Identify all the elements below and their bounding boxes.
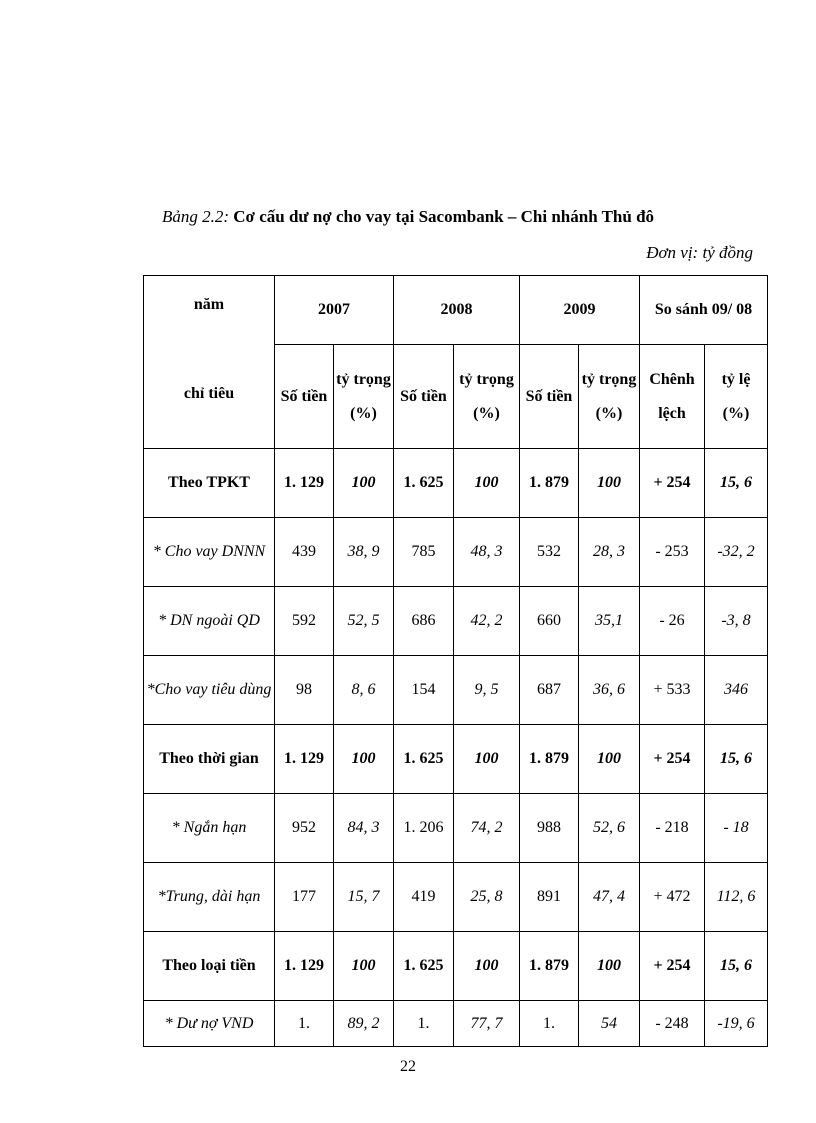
cell: 952 xyxy=(275,794,334,863)
row-label: *Cho vay tiêu dùng xyxy=(144,656,275,725)
cell: 100 xyxy=(454,725,520,794)
cell: 419 xyxy=(394,863,454,932)
cell: 84, 3 xyxy=(334,794,394,863)
row-label: * DN ngoài QD xyxy=(144,587,275,656)
row-label: Theo thời gian xyxy=(144,725,275,794)
cell: 52, 6 xyxy=(579,794,640,863)
table-row xyxy=(144,587,768,656)
cell: 1. 879 xyxy=(520,449,579,518)
header-year-2008: 2008 xyxy=(394,276,520,345)
cell: 28, 3 xyxy=(579,518,640,587)
row-label: * Ngắn hạn xyxy=(144,794,275,863)
cell: 35,1 xyxy=(579,587,640,656)
row-label: * Cho vay DNNN xyxy=(144,518,275,587)
header-amount-2007: Số tiền xyxy=(275,345,334,449)
cell: 439 xyxy=(275,518,334,587)
cell: 42, 2 xyxy=(454,587,520,656)
cell: + 254 xyxy=(640,449,705,518)
table-row xyxy=(144,932,768,1001)
cell: 687 xyxy=(520,656,579,725)
table-row xyxy=(144,656,768,725)
cell: + 254 xyxy=(640,932,705,1001)
cell: 89, 2 xyxy=(334,1001,394,1047)
loan-structure-table xyxy=(143,275,768,1047)
cell: 891 xyxy=(520,863,579,932)
cell: 1. 879 xyxy=(520,932,579,1001)
cell: - 253 xyxy=(640,518,705,587)
header-amount-2009: Số tiền xyxy=(520,345,579,449)
cell: 100 xyxy=(334,725,394,794)
cell: 15, 6 xyxy=(705,932,768,1001)
cell: 100 xyxy=(579,932,640,1001)
cell: + 533 xyxy=(640,656,705,725)
header-share-2009: tỷ trọng (%) xyxy=(579,345,640,449)
cell: 1. 625 xyxy=(394,725,454,794)
table-row xyxy=(144,863,768,932)
cell: 100 xyxy=(334,449,394,518)
cell: 1. xyxy=(275,1001,334,1047)
cell: 38, 9 xyxy=(334,518,394,587)
cell: 1. 879 xyxy=(520,725,579,794)
caption-prefix: Bảng 2.2: xyxy=(161,207,229,226)
cell: 48, 3 xyxy=(454,518,520,587)
table-row xyxy=(144,794,768,863)
cell: 77, 7 xyxy=(454,1001,520,1047)
cell: 15, 7 xyxy=(334,863,394,932)
cell: 98 xyxy=(275,656,334,725)
cell: 592 xyxy=(275,587,334,656)
cell: 15, 6 xyxy=(705,449,768,518)
cell: 52, 5 xyxy=(334,587,394,656)
header-compare: So sánh 09/ 08 xyxy=(640,276,768,345)
header-year-2009: 2009 xyxy=(520,276,640,345)
table-row xyxy=(144,518,768,587)
header-ratio: tỷ lệ (%) xyxy=(705,345,768,449)
table-row xyxy=(144,725,768,794)
row-label: *Trung, dài hạn xyxy=(144,863,275,932)
header-year-label: năm xyxy=(193,296,225,313)
cell: 177 xyxy=(275,863,334,932)
cell: 8, 6 xyxy=(334,656,394,725)
cell: 1. 625 xyxy=(394,932,454,1001)
cell: 100 xyxy=(454,932,520,1001)
cell: 686 xyxy=(394,587,454,656)
cell: 15, 6 xyxy=(705,725,768,794)
unit-note: Đơn vị: tỷ đồng xyxy=(646,243,753,262)
cell: 100 xyxy=(579,449,640,518)
header-diff: Chênh lệch xyxy=(640,345,705,449)
cell: 100 xyxy=(579,725,640,794)
cell: + 254 xyxy=(640,725,705,794)
cell: 112, 6 xyxy=(705,863,768,932)
cell: 660 xyxy=(520,587,579,656)
cell: - 26 xyxy=(640,587,705,656)
cell: 1. xyxy=(394,1001,454,1047)
header-year-2007: 2007 xyxy=(275,276,394,345)
cell: + 472 xyxy=(640,863,705,932)
table-row xyxy=(144,1001,768,1047)
cell: 54 xyxy=(579,1001,640,1047)
cell: 74, 2 xyxy=(454,794,520,863)
cell: 25, 8 xyxy=(454,863,520,932)
row-label: Theo TPKT xyxy=(144,449,275,518)
cell: - 248 xyxy=(640,1001,705,1047)
cell: 1. xyxy=(520,1001,579,1047)
cell: 100 xyxy=(334,932,394,1001)
cell: - 18 xyxy=(705,794,768,863)
cell: 532 xyxy=(520,518,579,587)
cell: 1. 129 xyxy=(275,449,334,518)
cell: 47, 4 xyxy=(579,863,640,932)
cell: -32, 2 xyxy=(705,518,768,587)
cell: 1. 206 xyxy=(394,794,454,863)
page-number: 22 xyxy=(400,1058,416,1075)
cell: 785 xyxy=(394,518,454,587)
cell: 988 xyxy=(520,794,579,863)
header-amount-2008: Số tiền xyxy=(394,345,454,449)
cell: 346 xyxy=(705,656,768,725)
cell: 36, 6 xyxy=(579,656,640,725)
cell: 1. 129 xyxy=(275,725,334,794)
cell: - 218 xyxy=(640,794,705,863)
header-item-label: chỉ tiêu xyxy=(183,385,235,402)
caption-title: Cơ cấu dư nợ cho vay tại Sacombank – Chi nhánh Thủ đô xyxy=(229,207,655,226)
row-label: * Dư nợ VND xyxy=(144,1001,275,1047)
table-caption xyxy=(0,207,816,227)
cell: 100 xyxy=(454,449,520,518)
header-corner xyxy=(144,276,275,449)
table-row xyxy=(144,449,768,518)
cell: 1. 625 xyxy=(394,449,454,518)
cell: 154 xyxy=(394,656,454,725)
row-label: Theo loại tiền xyxy=(144,932,275,1001)
cell: -19, 6 xyxy=(705,1001,768,1047)
cell: -3, 8 xyxy=(705,587,768,656)
header-share-2007: tỷ trọng (%) xyxy=(334,345,394,449)
cell: 1. 129 xyxy=(275,932,334,1001)
header-share-2008: tỷ trọng (%) xyxy=(454,345,520,449)
cell: 9, 5 xyxy=(454,656,520,725)
